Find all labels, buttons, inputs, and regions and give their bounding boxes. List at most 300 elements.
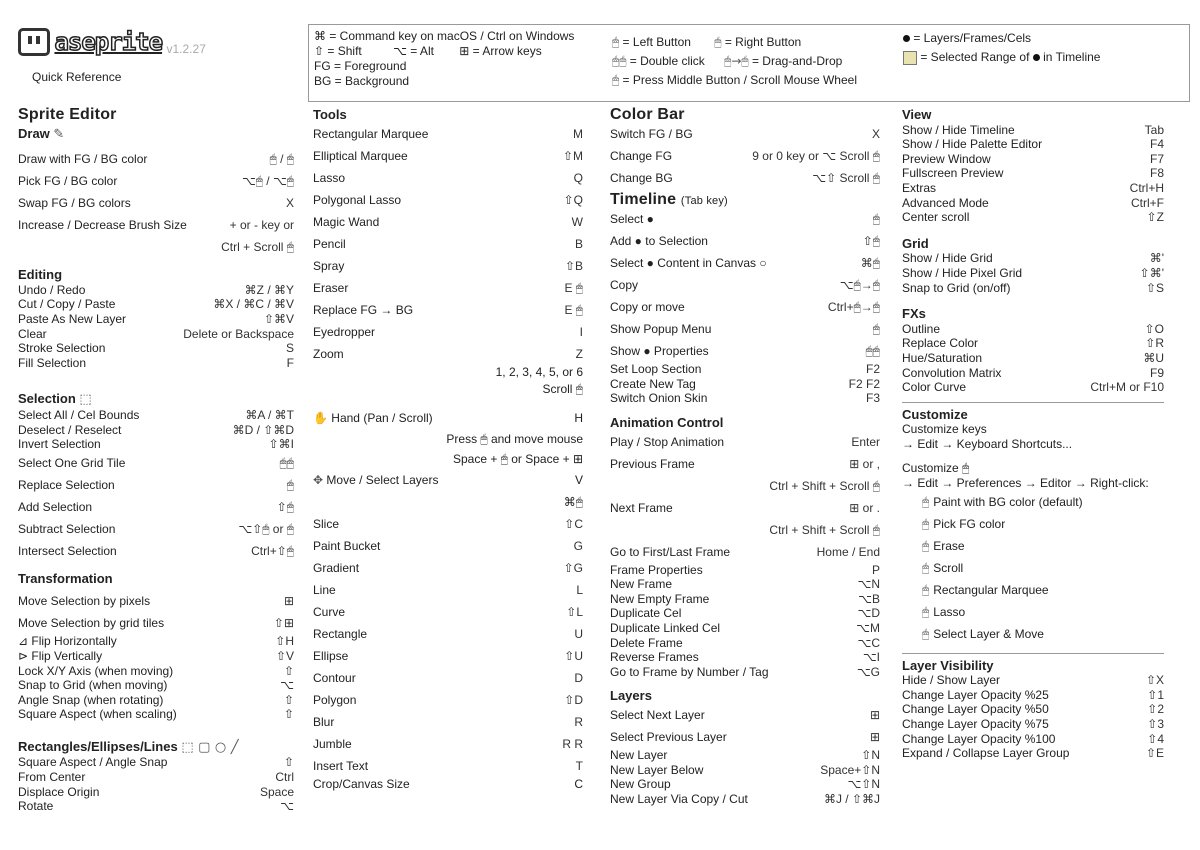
item-label: Hide / Show Layer (902, 673, 1001, 688)
list-item (313, 429, 583, 449)
list-item (902, 210, 1164, 225)
item-label: Crop/Canvas Size (313, 777, 410, 792)
shortcut-key: I (579, 324, 583, 339)
list-item (610, 606, 880, 621)
pencil-icon: ✎ (53, 126, 65, 142)
list-item (902, 702, 1164, 717)
legend-line: = Drag-and-Drop (751, 54, 843, 68)
shortcut-key: ⇧N (861, 747, 880, 762)
left-mouse-icon: 🖱 (612, 35, 620, 49)
animation-list (610, 431, 880, 563)
list-item (610, 208, 880, 230)
item-label: Draw with FG / BG color (18, 152, 148, 167)
item-label: Stroke Selection (18, 341, 106, 356)
customize-line: → Edit → Preferences → Editor → Right-click: (902, 476, 1149, 491)
list-item (18, 356, 294, 371)
aseprite-logo-icon (18, 28, 50, 56)
shortcut-key: ⇧L (566, 605, 583, 620)
shortcut-key: F4 (1149, 137, 1164, 152)
shortcut-key: ⇧ (283, 707, 294, 722)
list-item (18, 590, 294, 612)
list-item (18, 770, 294, 785)
shortcut-key: D (574, 671, 583, 686)
item-label: Duplicate Linked Cel (610, 620, 721, 635)
legend-line: = Selected Range of (920, 50, 1030, 64)
legend-keys (314, 29, 604, 89)
shortcut-key: ⇧H (275, 634, 294, 649)
shortcut-key: F9 (1149, 365, 1164, 380)
list-item (18, 634, 294, 649)
item-label: Go to First/Last Frame (610, 544, 731, 559)
list-item (313, 491, 583, 513)
shortcut-key: ⇧Q (563, 192, 583, 207)
shortcut-key: ⊞ (283, 594, 294, 609)
list-item (922, 535, 1164, 557)
column-tools (313, 108, 583, 792)
shortcut-key: E 🖱 (564, 302, 583, 317)
legend-line-group (314, 44, 604, 59)
shortcut-key: 🖱🖱 (865, 344, 880, 359)
shortcut-key: Ctrl+⇧🖱 (251, 543, 294, 558)
shortcut-key: ⇧M (562, 148, 583, 163)
shortcut-key: F (286, 355, 294, 370)
version-label: v1.2.27 (166, 42, 206, 56)
legend-line-group (612, 52, 902, 71)
item-label (313, 469, 438, 491)
item-label: Subtract Selection (18, 521, 116, 536)
item-text: Move / Select Layers (326, 473, 439, 488)
shortcut-key: ⌥🖱 / ⌥🖱 (241, 174, 294, 189)
list-item (610, 541, 880, 563)
item-label: Show / Hide Palette Editor (902, 137, 1043, 152)
item-label: Select Layer & Move (933, 626, 1044, 641)
item-label: Reverse Frames (610, 650, 699, 665)
item-label: Change Layer Opacity %25 (902, 687, 1049, 702)
shortcut-key: ⌘🖱 (563, 495, 583, 510)
item-label: Pencil (313, 236, 346, 251)
item-label: Copy (610, 278, 639, 293)
shortcut-key: ⌘X / ⌘C / ⌘V (213, 297, 294, 312)
subsection-title: Layers (610, 688, 652, 704)
item-label: Gradient (313, 561, 360, 576)
list-item (902, 152, 1164, 167)
item-label: Duplicate Cel (610, 606, 682, 621)
list-item (18, 612, 294, 634)
list-item (313, 189, 583, 211)
item-label: Change BG (610, 170, 673, 185)
list-item (18, 785, 294, 800)
list-item (610, 318, 880, 340)
list-item (902, 123, 1164, 138)
shapes-list (18, 755, 294, 813)
list-item (610, 252, 880, 274)
draw-list (18, 148, 294, 258)
shortcut-key: ⇧ (283, 755, 294, 770)
item-label: Lasso (933, 604, 966, 619)
shortcut-key: ⇧🖱 (276, 499, 294, 514)
shortcut-key: ⇧S (1145, 280, 1164, 295)
list-item (610, 377, 880, 392)
legend-line: in Timeline (1043, 50, 1101, 64)
shortcut-key: Enter (851, 434, 880, 449)
shortcut-key: ⌥D (857, 606, 880, 621)
shortcut-key: ⇧Z (1146, 210, 1164, 225)
tools-list-2 (313, 513, 583, 777)
list-item (902, 673, 1164, 688)
list-item (610, 391, 880, 406)
item-label: Move Selection by pixels (18, 594, 151, 609)
list-item (902, 366, 1164, 381)
item-label: Center scroll (902, 210, 970, 225)
list-item (313, 123, 583, 145)
shortcut-key: ⇧⊞ (273, 616, 294, 631)
list-item (313, 379, 583, 399)
shortcut-key: ⇧4 (1147, 731, 1164, 746)
item-label (313, 407, 433, 429)
shortcut-key: ⇧⌘' (1139, 265, 1164, 280)
legend-line: = Left Button (622, 35, 691, 49)
marquee-icon: ⬚ (79, 392, 92, 408)
shortcut-key: ⇧2 (1147, 702, 1164, 717)
item-label: New Layer (610, 747, 668, 762)
item-label: Create New Tag (610, 376, 696, 391)
tools-list (313, 123, 583, 365)
view-list (902, 123, 1164, 225)
list-item (902, 322, 1164, 337)
item-label: Contour (313, 671, 356, 686)
list-item (313, 233, 583, 255)
item-label: Next Frame (610, 500, 673, 515)
legend-line-group (612, 33, 902, 52)
legend-line: ⌘ = Command key on macOS / Ctrl on Windows (314, 29, 575, 43)
legend-box (308, 24, 1190, 102)
shortcut-key: ⇧🖱 (862, 234, 880, 249)
shortcut-key: ⌥ (280, 678, 294, 693)
list-item (610, 340, 880, 362)
shortcut-key: ⊞ (869, 707, 880, 722)
transformation-list (18, 590, 294, 722)
shortcut-key: E 🖱 (564, 280, 583, 295)
item-label: Paint Bucket (313, 539, 381, 554)
item-label: Polygon (313, 693, 357, 708)
column-colorbar-timeline (610, 108, 880, 806)
item-label: Fill Selection (18, 355, 87, 370)
item-label: Lock X/Y Axis (when moving) (18, 663, 174, 678)
item-label: Square Aspect / Angle Snap (18, 755, 168, 770)
shortcut-key: Delete or Backspace (183, 326, 294, 341)
move-icon: ✥ (313, 473, 324, 488)
shortcut-key: ⇧1 (1147, 687, 1164, 702)
list-item (313, 365, 583, 380)
item-label: Select ● (610, 212, 654, 227)
list-item (610, 296, 880, 318)
list-item (610, 704, 880, 726)
list-item (902, 266, 1164, 281)
subsection-title: Animation Control (610, 414, 724, 430)
list-item (610, 230, 880, 252)
shortcut-key: 🖱 / 🖱 (269, 152, 294, 167)
timeline-list-2 (610, 362, 880, 406)
item-label: Pick FG / BG color (18, 174, 118, 189)
item-label: Angle Snap (when rotating) (18, 692, 164, 707)
list-item (18, 236, 294, 258)
shortcut-key: ⇧B (564, 258, 583, 273)
selected-range-icon (903, 51, 917, 65)
item-label: ⊳ Flip Vertically (18, 648, 103, 663)
list-item (18, 170, 294, 192)
list-item (313, 777, 583, 792)
list-item (18, 192, 294, 214)
item-label: New Empty Frame (610, 591, 710, 606)
item-label: Switch FG / BG (610, 126, 693, 141)
legend-line-group (903, 48, 1183, 67)
shortcut-key: Space+⇧N (820, 762, 880, 777)
section-label: Timeline (610, 190, 677, 208)
item-label: Change Layer Opacity %75 (902, 717, 1049, 732)
shortcut-key: ⌘' (1149, 251, 1164, 266)
list-item (610, 453, 880, 475)
shortcut-key: G (573, 539, 583, 554)
list-item (18, 707, 294, 722)
shortcut-key: Ctrl + Shift + Scroll 🖱 (769, 478, 880, 493)
list-item (313, 513, 583, 535)
list-item (313, 667, 583, 689)
shortcut-key: ⊞ (869, 729, 880, 744)
shortcut-key: 🖱 (872, 212, 880, 227)
list-item (902, 717, 1164, 732)
customize-line: Customize 🖱 (902, 461, 970, 476)
item-label: Outline (902, 321, 941, 336)
list-item (313, 733, 583, 755)
item-label: Line (313, 583, 336, 598)
item-label: Select Previous Layer (610, 729, 727, 744)
shortcut-key: 🖱🖱 (279, 455, 294, 470)
fxs-list (902, 322, 1164, 395)
shortcut-key: ⌘U (1143, 350, 1164, 365)
double-click-icon: 🖱🖱 (612, 54, 627, 68)
shortcut-key: ⇧V (275, 648, 294, 663)
item-label: Paint with BG color (default) (933, 494, 1083, 509)
shortcut-key: Tab (1144, 122, 1164, 137)
section-title: Color Bar (610, 106, 685, 123)
shortcut-key: 1, 2, 3, 4, 5, or 6 (495, 364, 583, 379)
list-item (18, 474, 294, 496)
legend-line: = Layers/Frames/Cels (913, 31, 1032, 45)
list-item (610, 519, 880, 541)
list-item (18, 518, 294, 540)
list-item (610, 123, 880, 145)
drag-drop-icon: 🖱→🖱 (724, 54, 749, 68)
list-item (922, 557, 1164, 579)
list-item (610, 475, 880, 497)
tab-key-hint: (Tab key) (680, 194, 728, 207)
item-label: Polygonal Lasso (313, 192, 402, 207)
right-mouse-icon: 🖱 (922, 560, 930, 575)
shortcut-key: F7 (1149, 151, 1164, 166)
shortcut-key: X (285, 196, 294, 211)
section-title (610, 190, 880, 209)
shortcut-key: Space + 🖱 or Space + ⊞ (453, 452, 583, 467)
aseprite-logo (18, 28, 206, 56)
right-mouse-icon: 🖱 (922, 516, 930, 531)
item-label: Snap to Grid (when moving) (18, 678, 168, 693)
right-mouse-icon: 🖱 (922, 626, 930, 641)
list-item (922, 579, 1164, 601)
shapes-icon: ⬚ ▢ ○ ╱ (181, 739, 239, 755)
list-item (18, 437, 294, 452)
shortcut-key: R (574, 715, 583, 730)
list-item (313, 579, 583, 601)
layers-list (610, 704, 880, 748)
list-item (922, 601, 1164, 623)
list-item (902, 336, 1164, 351)
item-label: Increase / Decrease Brush Size (18, 218, 187, 233)
shortcut-key: Space (259, 784, 294, 799)
hand-icon: ✋ (313, 411, 328, 426)
item-label: Intersect Selection (18, 543, 117, 558)
shortcut-key: Ctrl+H (1129, 180, 1164, 195)
shortcut-key: ⌘🖱 (860, 256, 880, 271)
list-item (922, 623, 1164, 645)
layers-list-2 (610, 748, 880, 806)
item-label: Change FG (610, 148, 673, 163)
shortcut-key: ⇧C (564, 517, 583, 532)
item-label: Lasso (313, 170, 346, 185)
item-label: Rectangle (313, 627, 368, 642)
visibility-list (902, 673, 1164, 761)
shortcut-key: 🖱 (872, 322, 880, 337)
shortcut-key: S (285, 341, 294, 356)
subsection-label: Rectangles/Ellipses/Lines (18, 738, 178, 754)
item-label: Eraser (313, 280, 349, 295)
timeline-list (610, 208, 880, 362)
list-item (902, 181, 1164, 196)
legend-line-group (903, 29, 1183, 48)
list-item (18, 678, 294, 693)
list-item (313, 211, 583, 233)
list-item (610, 763, 880, 778)
item-label: Ellipse (313, 649, 349, 664)
shortcut-key: Ctrl + Shift + Scroll 🖱 (769, 522, 880, 537)
list-item (610, 431, 880, 453)
shortcut-key: ⇧⌘V (263, 311, 294, 326)
shortcut-key: Ctrl (275, 770, 294, 785)
animation-list-2 (610, 563, 880, 680)
shortcut-key: ⌥⇧ Scroll 🖱 (812, 170, 880, 185)
grid-list (902, 251, 1164, 295)
list-item (313, 321, 583, 343)
item-label: Show / Hide Pixel Grid (902, 265, 1023, 280)
item-label: Set Loop Section (610, 362, 702, 377)
item-label: From Center (18, 770, 86, 785)
list-item (610, 665, 880, 680)
item-label: Replace Color (902, 336, 979, 351)
item-label: Scroll (933, 560, 964, 575)
shortcut-key: 9 or 0 key or ⌥ Scroll 🖱 (752, 148, 880, 163)
item-label: Fullscreen Preview (902, 166, 1004, 181)
item-label: Displace Origin (18, 784, 100, 799)
legend-mouse (612, 33, 902, 90)
item-label: Clear (18, 326, 47, 341)
list-item (313, 343, 583, 365)
item-label: Replace Selection (18, 477, 115, 492)
item-label: Paste As New Layer (18, 311, 127, 326)
list-item (902, 196, 1164, 211)
item-label: Select One Grid Tile (18, 455, 126, 470)
list-item (610, 726, 880, 748)
legend-timeline (903, 29, 1183, 67)
item-label: Elliptical Marquee (313, 148, 408, 163)
shortcut-key: ⌥🖱→🖱 (839, 278, 880, 293)
item-label: Blur (313, 715, 335, 730)
item-label: Magic Wand (313, 214, 380, 229)
item-label: Select ● Content in Canvas ○ (610, 256, 767, 271)
legend-line: = Right Button (724, 35, 802, 49)
shortcut-key: + or - key or (229, 218, 294, 233)
editing-list (18, 283, 294, 371)
item-label: Eyedropper (313, 324, 376, 339)
legend-line: ⇧ = Shift (314, 44, 362, 58)
list-item (902, 281, 1164, 296)
shortcut-key: Ctrl + Scroll 🖱 (221, 240, 294, 255)
subsection-title: FXs (902, 306, 926, 322)
legend-line: = Double click (629, 54, 705, 68)
shortcut-key: C (574, 777, 583, 792)
page-subtitle: Quick Reference (32, 70, 122, 84)
shortcut-key: ⊞ or . (849, 500, 880, 515)
logo-wordmark: aseprite (54, 28, 163, 56)
list-item (18, 496, 294, 518)
customize-line: → Edit → Keyboard Shortcuts... (902, 436, 1073, 451)
subsection-title (18, 392, 294, 408)
subsection-title: Grid (902, 235, 929, 251)
shortcut-key: ⌘A / ⌘T (245, 407, 294, 422)
list-item (610, 792, 880, 807)
item-label: Expand / Collapse Layer Group (902, 746, 1070, 761)
right-mouse-icon: 🖱 (922, 582, 930, 597)
list-item (313, 535, 583, 557)
shortcut-key: Z (575, 346, 583, 361)
list-item (610, 777, 880, 792)
shortcut-key: Press 🖱 and move mouse (446, 432, 583, 447)
shortcut-key: X (871, 126, 880, 141)
item-label: Spray (313, 258, 345, 273)
item-label: Move Selection by grid tiles (18, 616, 165, 631)
list-item (313, 299, 583, 321)
list-item (922, 513, 1164, 535)
item-label: Color Curve (902, 380, 967, 395)
list-item (902, 688, 1164, 703)
item-label: Select Next Layer (610, 707, 705, 722)
shortcut-key: Ctrl+🖱→🖱 (827, 300, 880, 315)
shortcut-key: F2 F2 (848, 376, 880, 391)
list-item (18, 649, 294, 664)
list-item (18, 540, 294, 562)
legend-line: = Press Middle Button / Scroll Mouse Wheel (622, 73, 857, 87)
selection-list (18, 408, 294, 562)
right-mouse-icon: 🖱 (714, 35, 722, 49)
item-label: Change Layer Opacity %100 (902, 731, 1056, 746)
section-title: Tools (313, 107, 347, 122)
shortcut-key: ⌘Z / ⌘Y (244, 282, 294, 297)
shortcut-key: ⇧E (1145, 746, 1164, 761)
list-item (18, 755, 294, 770)
shortcut-key: ⌘J / ⇧⌘J (823, 791, 880, 806)
shortcut-key: ⊞ or , (849, 456, 880, 471)
shortcut-key: Home / End (816, 544, 880, 559)
shortcut-key: F8 (1149, 166, 1164, 181)
shortcut-key: ⌥ (280, 799, 294, 814)
